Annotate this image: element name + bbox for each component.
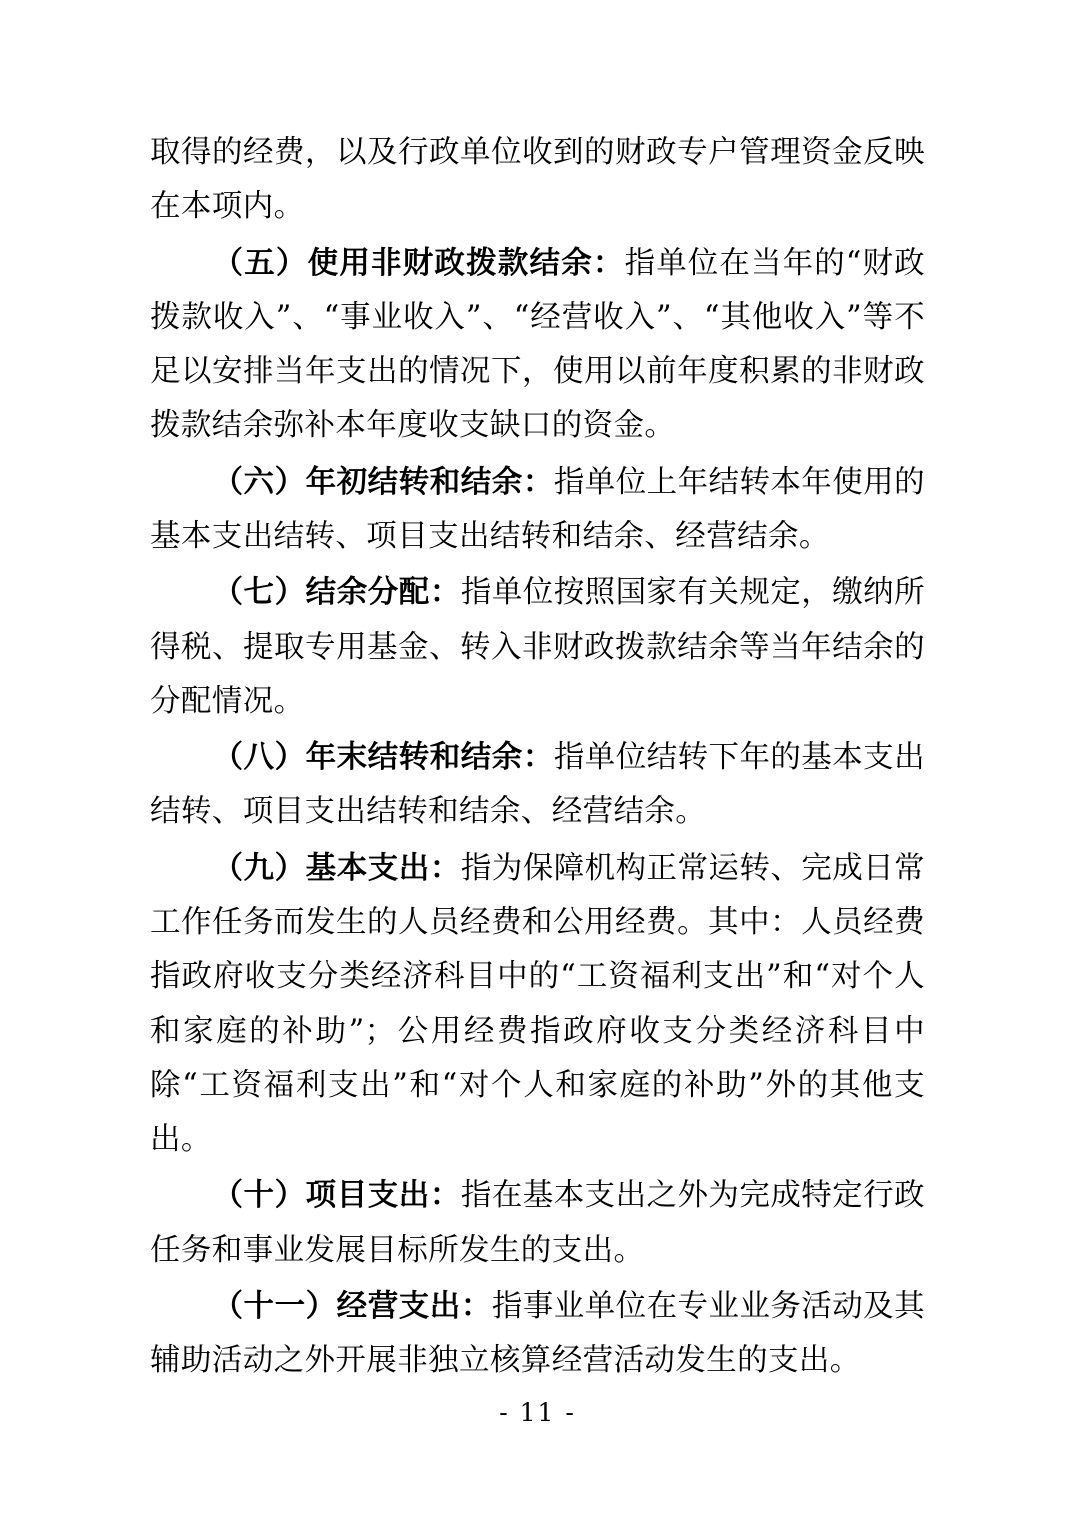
paragraph-lead: （六）年初结转和结余：	[212, 464, 554, 500]
paragraph-text: 指单位在当年的“财政拨款收入”、“事业收入”、“经营收入”、“其他收入”等不足以安排当年支出的情况下，使用以前年度积累的非财政拨款结余弥补本年度收支缺口的资金。	[150, 245, 925, 444]
paragraph-text: 指事业单位在专业业务活动及其辅助活动之外开展非独立核算经营活动发生的支出。	[150, 1288, 925, 1379]
paragraph-item-eleven	[150, 1280, 925, 1389]
page-number: - 11 -	[499, 1398, 576, 1427]
paragraph-lead: （五）使用非财政拨款结余：	[212, 245, 625, 281]
paragraph-lead: （九）基本支出：	[212, 850, 461, 886]
paragraph-lead: （十）项目支出：	[212, 1178, 461, 1214]
paragraph-item-eight	[150, 731, 925, 840]
paragraph-item-nine	[150, 842, 925, 1168]
document-body	[150, 126, 925, 1388]
paragraph-lead: （八）年末结转和结余：	[212, 740, 554, 776]
paragraph-continued	[150, 126, 925, 235]
paragraph-text: 指为保障机构正常运转、完成日常工作任务而发生的人员经费和公用经费。其中：人员经费指政府收支分类经济科目中的“工资福利支出”和“对个人和家庭的补助”；公用经费指政府收支分类经济科目中除“工资福利支出”和“对个人和家庭的补助”外的其他支出。	[150, 850, 926, 1158]
paragraph-item-seven	[150, 566, 925, 729]
paragraph-item-six	[150, 456, 925, 565]
paragraph-text: 取得的经费，以及行政单位收到的财政专户管理资金反映在本项内。	[150, 135, 925, 225]
paragraph-text: 指单位按照国家有关规定，缴纳所得税、提取专用基金、转入非财政拨款结余等当年结余的分配情况。	[150, 575, 926, 719]
paragraph-item-five	[150, 237, 925, 454]
paragraph-lead: （十一）经营支出：	[212, 1288, 492, 1324]
paragraph-text: 指单位结转下年的基本支出结转、项目支出结转和结余、经营结余。	[150, 740, 925, 830]
paragraph-lead: （七）结余分配：	[212, 575, 461, 611]
paragraph-item-ten	[150, 1169, 925, 1278]
paragraph-text: 指在基本支出之外为完成特定行政任务和事业发展目标所发生的支出。	[150, 1178, 926, 1268]
paragraph-text: 指单位上年结转本年使用的基本支出结转、项目支出结转和结余、经营结余。	[150, 464, 925, 554]
